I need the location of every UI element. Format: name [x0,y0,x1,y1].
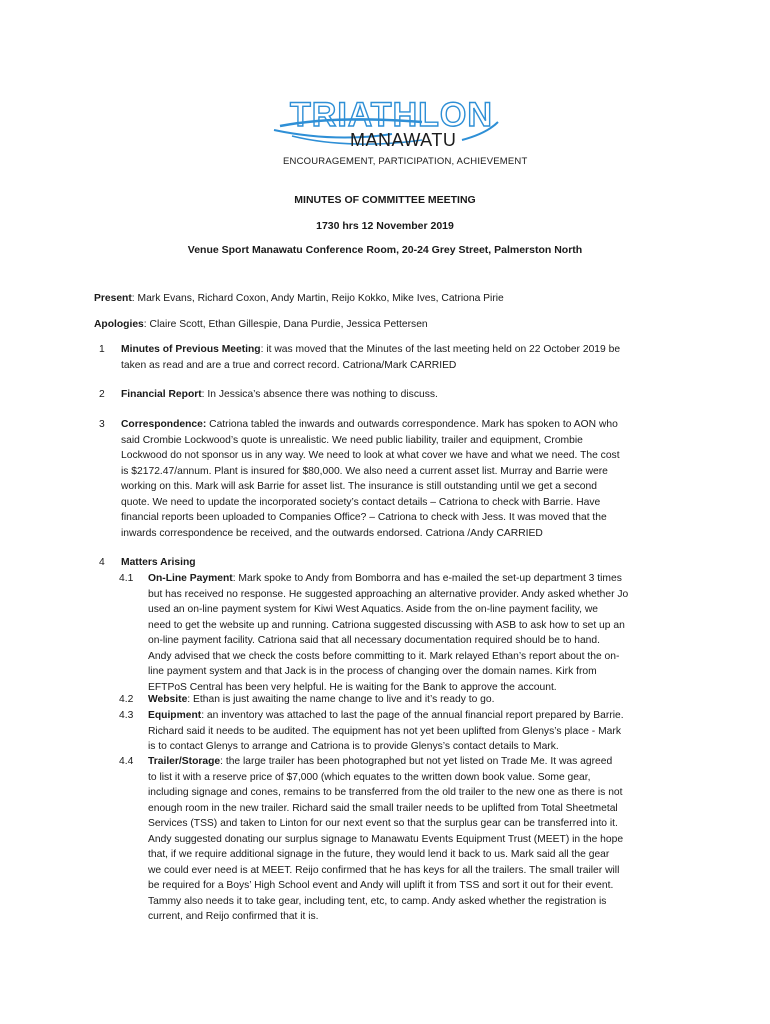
present-label: Present [94,293,132,304]
subitem-title: On-Line Payment [148,573,233,584]
logo-word-bottom: MANAWATU [350,130,457,150]
subitem-text: is to contact Glenys to arrange and Catriona is to provide Glenys’s contact details to Mark. [148,741,559,752]
subitem-text: EFTPoS Central has been very helpful. He is waiting for the Bank to approve the account. [148,681,557,693]
item-title: Financial Report [121,389,202,400]
subitem-text: Tammy also needs it to take gear, including tent, etc, to camp. Andy asked whether the registration is [148,895,607,907]
subitem-text: be required for a Boys’ High School event and Andy will uplift it from TSS and sort it out for their event. [148,880,614,891]
subitem-text: : an inventory was attached to last the page of the annual financial report prepared by Barrie. [201,710,624,721]
meeting-datetime: 1730 hrs 12 November 2019 [316,220,454,232]
subitem-text: Richard said it needs to be audited. The equipment has not yet been uplifted from Glenys’s place - Mark [148,725,621,737]
item-minutes-previous [121,342,620,373]
item-text: inwards correspondence be received, and the outwards endorsed. Catriona /Andy CARRIED [121,527,543,539]
subitem-text: Andy suggested donating our surplus signage to Manawatu Events Equipment Trust (MEET) in the hope [148,833,624,845]
apologies-label: Apologies [94,319,144,330]
item-title: Minutes of Previous Meeting [121,344,261,355]
item-title: Correspondence: [121,419,207,430]
apologies-text: : Claire Scott, Ethan Gillespie, Dana Purdie, Jessica Pettersen [143,319,428,330]
meeting-venue: Venue Sport Manawatu Conference Room, 20-24 Grey Street, Palmerston North [187,244,583,256]
item-number: 2 [99,389,105,400]
subitem-number: 4.3 [119,710,134,721]
subitem-number: 4.2 [119,694,134,705]
subitem-text: we could ever need is at MEET. Reijo confirmed that he has keys for all the trailers. The small trailer will [148,864,620,876]
item-text: said Crombie Lockwood’s quote is unrealistic. We need public liability, trailer and equipment, Crombie [121,434,583,446]
subitem-text: but has received no response. He suggested approaching an alternative provider. Andy asked whether Jo [148,588,629,600]
subitem-text: : the large trailer has been photographed but not yet listed on Trade Me. It was agreed [220,756,613,767]
subitem-text: line payment system and that Jack is in the process of changing over the domain names. Kirk from [148,666,597,677]
subitem-text: used an on-line payment system for Kiwi West Aquatics. Aside from the on-line payment facility, we [148,604,599,615]
item-number: 4 [99,557,105,568]
present-text: : Mark Evans, Richard Coxon, Andy Martin, Reijo Kokko, Mike Ives, Catriona Pirie [131,293,504,304]
item-text: : it was moved that the Minutes of the last meeting held on 22 October 2019 be [260,344,621,355]
subitem-text: that, if we require additional signage in the future, they would lend it back to us. Mark said all the gear [148,849,610,860]
item-financial-report [121,387,438,403]
subitem-website [148,692,494,708]
subitem-text: : Ethan is just awaiting the name change to live and it’s ready to go. [187,694,495,705]
subitem-text: including signage and cones, remains to be transferred from the old trailer to the new one as there is not [148,787,623,798]
item-text: taken as read and are a true and correct record. Catriona/Mark CARRIED [121,359,457,371]
item-matters-arising-title: Matters Arising [121,557,196,568]
subitem-text: need to get the website up and running. Catriona suggested discussing with ASB to ask how to set up an [148,619,625,631]
item-text: financial reports been uploaded to Companies Office? – Catriona to check with Jess. It was moved that the [121,512,607,523]
item-text: is $2172.47/annum. Plant is insured for $80,000. We also need a current asset list. Murray and Barrie were [121,465,608,477]
subitem-text: current, and Reijo confirmed that it is. [148,911,319,922]
item-number: 1 [99,344,105,355]
logo-word-top: TRIATHLON [290,96,493,134]
subitem-title: Trailer/Storage [148,756,221,767]
subitem-title: Equipment [148,710,202,721]
subitem-number: 4.4 [119,756,134,767]
subitem-text: : Mark spoke to Andy from Bomborra and has e-mailed the set-up department 3 times [232,573,622,584]
subitem-number: 4.1 [119,573,134,584]
subitem-online-payment [148,571,628,695]
item-text: Lockwood do not sponsor us in any way. We need to look at what cover we have and what we need. The cost [121,450,620,461]
item-text: working on this. Mark will ask Barrie for asset list. The insurance is still outstanding until we get a second [121,481,597,492]
subitem-text: on-line payment facility. Catriona said that all necessary documentation required should be to hand. [148,635,600,646]
item-text: quote. We need to update the incorporated society’s contact details – Catriona to check with Barrie. Have [121,496,601,508]
item-text: : In Jessica’s absence there was nothing to discuss. [201,389,438,400]
item-text: Catriona tabled the inwards and outwards correspondence. Mark has spoken to AON who [206,419,618,430]
logo-tagline: ENCOURAGEMENT, PARTICIPATION, ACHIEVEMENT [283,156,528,167]
subitem-trailer-storage [148,754,623,925]
item-number: 3 [99,419,105,430]
present-line [94,291,504,307]
apologies-line [94,317,428,333]
document-title: MINUTES OF COMMITTEE MEETING [294,194,476,206]
subitem-text: enough room in the new trailer. Richard said the small trailer needs to be uplifted from Total Sheetmetal [148,802,618,814]
subitem-equipment [148,708,624,755]
subitem-text: Andy advised that we check the costs before committing to it. Mark relayed Ethan’s report about the on- [148,650,620,662]
item-correspondence [121,417,620,541]
subitem-text: to list it with a reserve price of $7,000 (which equates to the written down book value. Some gear, [148,771,591,783]
subitem-title: Website [148,694,188,705]
subitem-text: Services (TSS) and taken to Linton for our next event so that the surplus gear can be transferred into it. [148,818,618,829]
